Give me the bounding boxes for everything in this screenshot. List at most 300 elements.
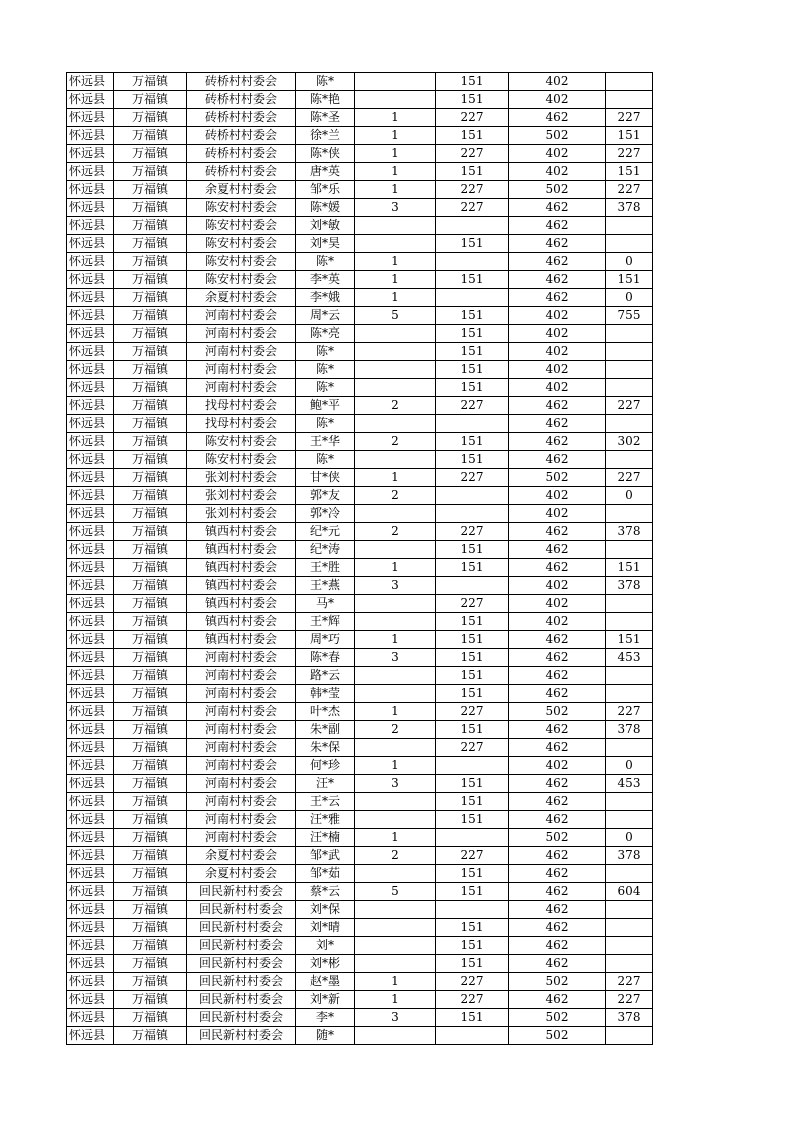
amount-b-cell: 462 bbox=[509, 541, 606, 559]
county-cell: 怀远县 bbox=[67, 631, 114, 649]
total-cell: 378 bbox=[606, 523, 653, 541]
town-cell: 万福镇 bbox=[114, 739, 187, 757]
total-cell: 755 bbox=[606, 307, 653, 325]
county-cell: 怀远县 bbox=[67, 559, 114, 577]
town-cell: 万福镇 bbox=[114, 235, 187, 253]
village-cell: 镇西村村委会 bbox=[187, 613, 296, 631]
table-row bbox=[67, 847, 653, 865]
name-cell: 纪*涛 bbox=[296, 541, 355, 559]
amount-b-cell: 462 bbox=[509, 397, 606, 415]
amount-b-cell: 502 bbox=[509, 973, 606, 991]
table-row bbox=[67, 469, 653, 487]
amount-b-cell: 462 bbox=[509, 109, 606, 127]
amount-b-cell: 402 bbox=[509, 361, 606, 379]
amount-a-cell: 151 bbox=[436, 793, 509, 811]
name-cell: 叶*杰 bbox=[296, 703, 355, 721]
count-cell bbox=[355, 937, 436, 955]
village-cell: 回民新村村委会 bbox=[187, 973, 296, 991]
count-cell: 3 bbox=[355, 775, 436, 793]
village-cell: 河南村村委会 bbox=[187, 721, 296, 739]
village-cell: 河南村村委会 bbox=[187, 811, 296, 829]
amount-b-cell: 462 bbox=[509, 253, 606, 271]
name-cell: 陈* bbox=[296, 73, 355, 91]
village-cell: 河南村村委会 bbox=[187, 379, 296, 397]
amount-a-cell: 151 bbox=[436, 307, 509, 325]
total-cell: 151 bbox=[606, 127, 653, 145]
town-cell: 万福镇 bbox=[114, 703, 187, 721]
count-cell bbox=[355, 235, 436, 253]
table-row bbox=[67, 685, 653, 703]
county-cell: 怀远县 bbox=[67, 847, 114, 865]
amount-b-cell: 462 bbox=[509, 415, 606, 433]
town-cell: 万福镇 bbox=[114, 415, 187, 433]
county-cell: 怀远县 bbox=[67, 307, 114, 325]
town-cell: 万福镇 bbox=[114, 73, 187, 91]
name-cell: 郭*友 bbox=[296, 487, 355, 505]
total-cell: 227 bbox=[606, 181, 653, 199]
county-cell: 怀远县 bbox=[67, 415, 114, 433]
count-cell: 1 bbox=[355, 271, 436, 289]
county-cell: 怀远县 bbox=[67, 649, 114, 667]
name-cell: 刘*彬 bbox=[296, 955, 355, 973]
total-cell bbox=[606, 541, 653, 559]
amount-a-cell bbox=[436, 1027, 509, 1045]
total-cell: 453 bbox=[606, 649, 653, 667]
amount-b-cell: 462 bbox=[509, 883, 606, 901]
county-cell: 怀远县 bbox=[67, 91, 114, 109]
village-cell: 陈安村村委会 bbox=[187, 217, 296, 235]
name-cell: 刘*新 bbox=[296, 991, 355, 1009]
village-cell: 河南村村委会 bbox=[187, 703, 296, 721]
count-cell: 1 bbox=[355, 631, 436, 649]
table-row bbox=[67, 199, 653, 217]
count-cell bbox=[355, 1027, 436, 1045]
village-cell: 镇西村村委会 bbox=[187, 559, 296, 577]
town-cell: 万福镇 bbox=[114, 523, 187, 541]
total-cell: 227 bbox=[606, 109, 653, 127]
table-row bbox=[67, 343, 653, 361]
table-row bbox=[67, 361, 653, 379]
county-cell: 怀远县 bbox=[67, 253, 114, 271]
count-cell: 1 bbox=[355, 109, 436, 127]
total-cell: 227 bbox=[606, 397, 653, 415]
table-row bbox=[67, 883, 653, 901]
county-cell: 怀远县 bbox=[67, 145, 114, 163]
town-cell: 万福镇 bbox=[114, 613, 187, 631]
village-cell: 河南村村委会 bbox=[187, 685, 296, 703]
total-cell bbox=[606, 217, 653, 235]
total-cell bbox=[606, 793, 653, 811]
total-cell: 227 bbox=[606, 469, 653, 487]
amount-b-cell: 462 bbox=[509, 811, 606, 829]
name-cell: 韩*莹 bbox=[296, 685, 355, 703]
village-cell: 河南村村委会 bbox=[187, 325, 296, 343]
village-cell: 余夏村村委会 bbox=[187, 181, 296, 199]
table-row bbox=[67, 433, 653, 451]
village-cell: 河南村村委会 bbox=[187, 667, 296, 685]
village-cell: 河南村村委会 bbox=[187, 343, 296, 361]
table-row bbox=[67, 703, 653, 721]
table-row bbox=[67, 613, 653, 631]
amount-a-cell bbox=[436, 415, 509, 433]
amount-b-cell: 462 bbox=[509, 991, 606, 1009]
town-cell: 万福镇 bbox=[114, 559, 187, 577]
amount-a-cell: 151 bbox=[436, 433, 509, 451]
county-cell: 怀远县 bbox=[67, 883, 114, 901]
town-cell: 万福镇 bbox=[114, 127, 187, 145]
amount-b-cell: 462 bbox=[509, 739, 606, 757]
county-cell: 怀远县 bbox=[67, 433, 114, 451]
amount-a-cell bbox=[436, 289, 509, 307]
table-body bbox=[67, 73, 653, 1045]
amount-b-cell: 502 bbox=[509, 1009, 606, 1027]
village-cell: 回民新村村委会 bbox=[187, 883, 296, 901]
name-cell: 汪* bbox=[296, 775, 355, 793]
amount-a-cell: 227 bbox=[436, 991, 509, 1009]
town-cell: 万福镇 bbox=[114, 829, 187, 847]
village-cell: 砖桥村村委会 bbox=[187, 91, 296, 109]
table-row bbox=[67, 577, 653, 595]
town-cell: 万福镇 bbox=[114, 289, 187, 307]
amount-b-cell: 402 bbox=[509, 73, 606, 91]
village-cell: 陈安村村委会 bbox=[187, 253, 296, 271]
county-cell: 怀远县 bbox=[67, 919, 114, 937]
table-row bbox=[67, 595, 653, 613]
village-cell: 砖桥村村委会 bbox=[187, 163, 296, 181]
total-cell: 151 bbox=[606, 163, 653, 181]
total-cell: 453 bbox=[606, 775, 653, 793]
total-cell: 227 bbox=[606, 145, 653, 163]
count-cell: 1 bbox=[355, 127, 436, 145]
amount-b-cell: 462 bbox=[509, 775, 606, 793]
amount-a-cell bbox=[436, 253, 509, 271]
amount-b-cell: 402 bbox=[509, 343, 606, 361]
name-cell: 陈*侠 bbox=[296, 145, 355, 163]
county-cell: 怀远县 bbox=[67, 901, 114, 919]
town-cell: 万福镇 bbox=[114, 991, 187, 1009]
table-row bbox=[67, 811, 653, 829]
total-cell: 302 bbox=[606, 433, 653, 451]
village-cell: 镇西村村委会 bbox=[187, 541, 296, 559]
count-cell bbox=[355, 379, 436, 397]
county-cell: 怀远县 bbox=[67, 289, 114, 307]
county-cell: 怀远县 bbox=[67, 973, 114, 991]
village-cell: 找母村村委会 bbox=[187, 397, 296, 415]
village-cell: 砖桥村村委会 bbox=[187, 145, 296, 163]
total-cell bbox=[606, 811, 653, 829]
count-cell bbox=[355, 91, 436, 109]
county-cell: 怀远县 bbox=[67, 199, 114, 217]
village-cell: 余夏村村委会 bbox=[187, 847, 296, 865]
amount-b-cell: 462 bbox=[509, 865, 606, 883]
table-row bbox=[67, 739, 653, 757]
count-cell bbox=[355, 325, 436, 343]
count-cell: 3 bbox=[355, 577, 436, 595]
amount-a-cell: 151 bbox=[436, 73, 509, 91]
county-cell: 怀远县 bbox=[67, 577, 114, 595]
table-row bbox=[67, 307, 653, 325]
village-cell: 河南村村委会 bbox=[187, 757, 296, 775]
count-cell bbox=[355, 955, 436, 973]
count-cell: 5 bbox=[355, 883, 436, 901]
table-row bbox=[67, 271, 653, 289]
name-cell: 汪*雅 bbox=[296, 811, 355, 829]
village-cell: 镇西村村委会 bbox=[187, 595, 296, 613]
town-cell: 万福镇 bbox=[114, 397, 187, 415]
amount-b-cell: 462 bbox=[509, 649, 606, 667]
amount-a-cell: 151 bbox=[436, 631, 509, 649]
name-cell: 陈* bbox=[296, 415, 355, 433]
name-cell: 郭*冷 bbox=[296, 505, 355, 523]
amount-b-cell: 462 bbox=[509, 271, 606, 289]
name-cell: 刘*保 bbox=[296, 901, 355, 919]
amount-b-cell: 402 bbox=[509, 613, 606, 631]
table-row bbox=[67, 91, 653, 109]
amount-a-cell: 227 bbox=[436, 469, 509, 487]
town-cell: 万福镇 bbox=[114, 1009, 187, 1027]
amount-b-cell: 462 bbox=[509, 199, 606, 217]
count-cell: 1 bbox=[355, 163, 436, 181]
total-cell bbox=[606, 613, 653, 631]
name-cell: 蔡*云 bbox=[296, 883, 355, 901]
amount-a-cell: 151 bbox=[436, 343, 509, 361]
town-cell: 万福镇 bbox=[114, 757, 187, 775]
name-cell: 陈*亮 bbox=[296, 325, 355, 343]
amount-a-cell bbox=[436, 829, 509, 847]
name-cell: 陈* bbox=[296, 379, 355, 397]
total-cell: 378 bbox=[606, 1009, 653, 1027]
town-cell: 万福镇 bbox=[114, 847, 187, 865]
amount-b-cell: 462 bbox=[509, 901, 606, 919]
town-cell: 万福镇 bbox=[114, 253, 187, 271]
table-row bbox=[67, 667, 653, 685]
amount-a-cell: 227 bbox=[436, 397, 509, 415]
name-cell: 纪*元 bbox=[296, 523, 355, 541]
village-cell: 张刘村村委会 bbox=[187, 469, 296, 487]
name-cell: 刘*敏 bbox=[296, 217, 355, 235]
name-cell: 朱*副 bbox=[296, 721, 355, 739]
table-row bbox=[67, 379, 653, 397]
amount-b-cell: 462 bbox=[509, 523, 606, 541]
town-cell: 万福镇 bbox=[114, 199, 187, 217]
total-cell: 0 bbox=[606, 289, 653, 307]
village-cell: 砖桥村村委会 bbox=[187, 73, 296, 91]
town-cell: 万福镇 bbox=[114, 487, 187, 505]
village-cell: 回民新村村委会 bbox=[187, 901, 296, 919]
county-cell: 怀远县 bbox=[67, 1009, 114, 1027]
name-cell: 刘* bbox=[296, 937, 355, 955]
county-cell: 怀远县 bbox=[67, 793, 114, 811]
town-cell: 万福镇 bbox=[114, 919, 187, 937]
town-cell: 万福镇 bbox=[114, 541, 187, 559]
amount-a-cell: 151 bbox=[436, 271, 509, 289]
amount-a-cell: 151 bbox=[436, 325, 509, 343]
amount-b-cell: 462 bbox=[509, 235, 606, 253]
town-cell: 万福镇 bbox=[114, 361, 187, 379]
amount-b-cell: 462 bbox=[509, 289, 606, 307]
table-row bbox=[67, 631, 653, 649]
amount-b-cell: 462 bbox=[509, 955, 606, 973]
village-cell: 镇西村村委会 bbox=[187, 577, 296, 595]
amount-b-cell: 402 bbox=[509, 163, 606, 181]
village-cell: 回民新村村委会 bbox=[187, 1027, 296, 1045]
amount-b-cell: 402 bbox=[509, 757, 606, 775]
name-cell: 邹*乐 bbox=[296, 181, 355, 199]
county-cell: 怀远县 bbox=[67, 379, 114, 397]
total-cell: 378 bbox=[606, 847, 653, 865]
amount-b-cell: 502 bbox=[509, 703, 606, 721]
town-cell: 万福镇 bbox=[114, 1027, 187, 1045]
town-cell: 万福镇 bbox=[114, 145, 187, 163]
town-cell: 万福镇 bbox=[114, 667, 187, 685]
total-cell: 227 bbox=[606, 703, 653, 721]
village-cell: 陈安村村委会 bbox=[187, 433, 296, 451]
count-cell: 3 bbox=[355, 199, 436, 217]
total-cell bbox=[606, 91, 653, 109]
name-cell: 陈* bbox=[296, 451, 355, 469]
amount-a-cell: 151 bbox=[436, 721, 509, 739]
count-cell: 1 bbox=[355, 829, 436, 847]
name-cell: 刘*昊 bbox=[296, 235, 355, 253]
table-row bbox=[67, 793, 653, 811]
county-cell: 怀远县 bbox=[67, 613, 114, 631]
village-cell: 回民新村村委会 bbox=[187, 991, 296, 1009]
amount-a-cell: 151 bbox=[436, 163, 509, 181]
count-cell bbox=[355, 343, 436, 361]
table-row bbox=[67, 757, 653, 775]
amount-a-cell: 151 bbox=[436, 883, 509, 901]
name-cell: 何*珍 bbox=[296, 757, 355, 775]
amount-a-cell bbox=[436, 217, 509, 235]
name-cell: 徐*兰 bbox=[296, 127, 355, 145]
count-cell bbox=[355, 613, 436, 631]
count-cell: 1 bbox=[355, 559, 436, 577]
town-cell: 万福镇 bbox=[114, 505, 187, 523]
name-cell: 邹*茹 bbox=[296, 865, 355, 883]
total-cell bbox=[606, 937, 653, 955]
total-cell bbox=[606, 325, 653, 343]
county-cell: 怀远县 bbox=[67, 109, 114, 127]
amount-b-cell: 402 bbox=[509, 379, 606, 397]
count-cell: 1 bbox=[355, 181, 436, 199]
town-cell: 万福镇 bbox=[114, 271, 187, 289]
table-row bbox=[67, 181, 653, 199]
amount-a-cell: 151 bbox=[436, 811, 509, 829]
count-cell: 5 bbox=[355, 307, 436, 325]
village-cell: 河南村村委会 bbox=[187, 361, 296, 379]
town-cell: 万福镇 bbox=[114, 595, 187, 613]
town-cell: 万福镇 bbox=[114, 109, 187, 127]
count-cell bbox=[355, 685, 436, 703]
county-cell: 怀远县 bbox=[67, 541, 114, 559]
total-cell bbox=[606, 505, 653, 523]
village-cell: 回民新村村委会 bbox=[187, 919, 296, 937]
amount-a-cell: 151 bbox=[436, 919, 509, 937]
count-cell bbox=[355, 451, 436, 469]
name-cell: 王*燕 bbox=[296, 577, 355, 595]
county-cell: 怀远县 bbox=[67, 487, 114, 505]
total-cell bbox=[606, 451, 653, 469]
village-cell: 找母村村委会 bbox=[187, 415, 296, 433]
amount-a-cell: 151 bbox=[436, 955, 509, 973]
name-cell: 汪*楠 bbox=[296, 829, 355, 847]
total-cell bbox=[606, 919, 653, 937]
total-cell bbox=[606, 595, 653, 613]
count-cell bbox=[355, 415, 436, 433]
amount-a-cell: 151 bbox=[436, 127, 509, 145]
amount-a-cell: 151 bbox=[436, 937, 509, 955]
table-row bbox=[67, 991, 653, 1009]
count-cell bbox=[355, 541, 436, 559]
count-cell bbox=[355, 505, 436, 523]
count-cell: 1 bbox=[355, 973, 436, 991]
count-cell: 1 bbox=[355, 757, 436, 775]
total-cell: 0 bbox=[606, 757, 653, 775]
town-cell: 万福镇 bbox=[114, 343, 187, 361]
count-cell bbox=[355, 361, 436, 379]
county-cell: 怀远县 bbox=[67, 775, 114, 793]
amount-a-cell bbox=[436, 505, 509, 523]
total-cell bbox=[606, 379, 653, 397]
total-cell: 378 bbox=[606, 721, 653, 739]
amount-a-cell bbox=[436, 577, 509, 595]
town-cell: 万福镇 bbox=[114, 973, 187, 991]
village-cell: 镇西村村委会 bbox=[187, 523, 296, 541]
county-cell: 怀远县 bbox=[67, 757, 114, 775]
count-cell: 3 bbox=[355, 649, 436, 667]
county-cell: 怀远县 bbox=[67, 937, 114, 955]
town-cell: 万福镇 bbox=[114, 649, 187, 667]
village-cell: 张刘村村委会 bbox=[187, 487, 296, 505]
total-cell: 151 bbox=[606, 559, 653, 577]
name-cell: 鲍*平 bbox=[296, 397, 355, 415]
amount-a-cell: 227 bbox=[436, 523, 509, 541]
total-cell: 378 bbox=[606, 199, 653, 217]
county-cell: 怀远县 bbox=[67, 361, 114, 379]
table-row bbox=[67, 649, 653, 667]
total-cell bbox=[606, 73, 653, 91]
amount-a-cell: 151 bbox=[436, 613, 509, 631]
amount-b-cell: 402 bbox=[509, 91, 606, 109]
total-cell bbox=[606, 343, 653, 361]
table-row bbox=[67, 127, 653, 145]
table-row bbox=[67, 289, 653, 307]
amount-a-cell bbox=[436, 757, 509, 775]
name-cell: 陈* bbox=[296, 343, 355, 361]
village-cell: 河南村村委会 bbox=[187, 739, 296, 757]
name-cell: 陈*圣 bbox=[296, 109, 355, 127]
table-row bbox=[67, 487, 653, 505]
amount-b-cell: 462 bbox=[509, 847, 606, 865]
town-cell: 万福镇 bbox=[114, 883, 187, 901]
table-row bbox=[67, 73, 653, 91]
table-row bbox=[67, 109, 653, 127]
table-row bbox=[67, 955, 653, 973]
name-cell: 王*云 bbox=[296, 793, 355, 811]
name-cell: 李* bbox=[296, 1009, 355, 1027]
town-cell: 万福镇 bbox=[114, 775, 187, 793]
amount-a-cell: 151 bbox=[436, 667, 509, 685]
count-cell: 2 bbox=[355, 847, 436, 865]
count-cell: 1 bbox=[355, 289, 436, 307]
name-cell: 随* bbox=[296, 1027, 355, 1045]
amount-a-cell: 151 bbox=[436, 559, 509, 577]
town-cell: 万福镇 bbox=[114, 937, 187, 955]
amount-a-cell: 227 bbox=[436, 847, 509, 865]
name-cell: 李*英 bbox=[296, 271, 355, 289]
amount-b-cell: 402 bbox=[509, 505, 606, 523]
total-cell: 604 bbox=[606, 883, 653, 901]
